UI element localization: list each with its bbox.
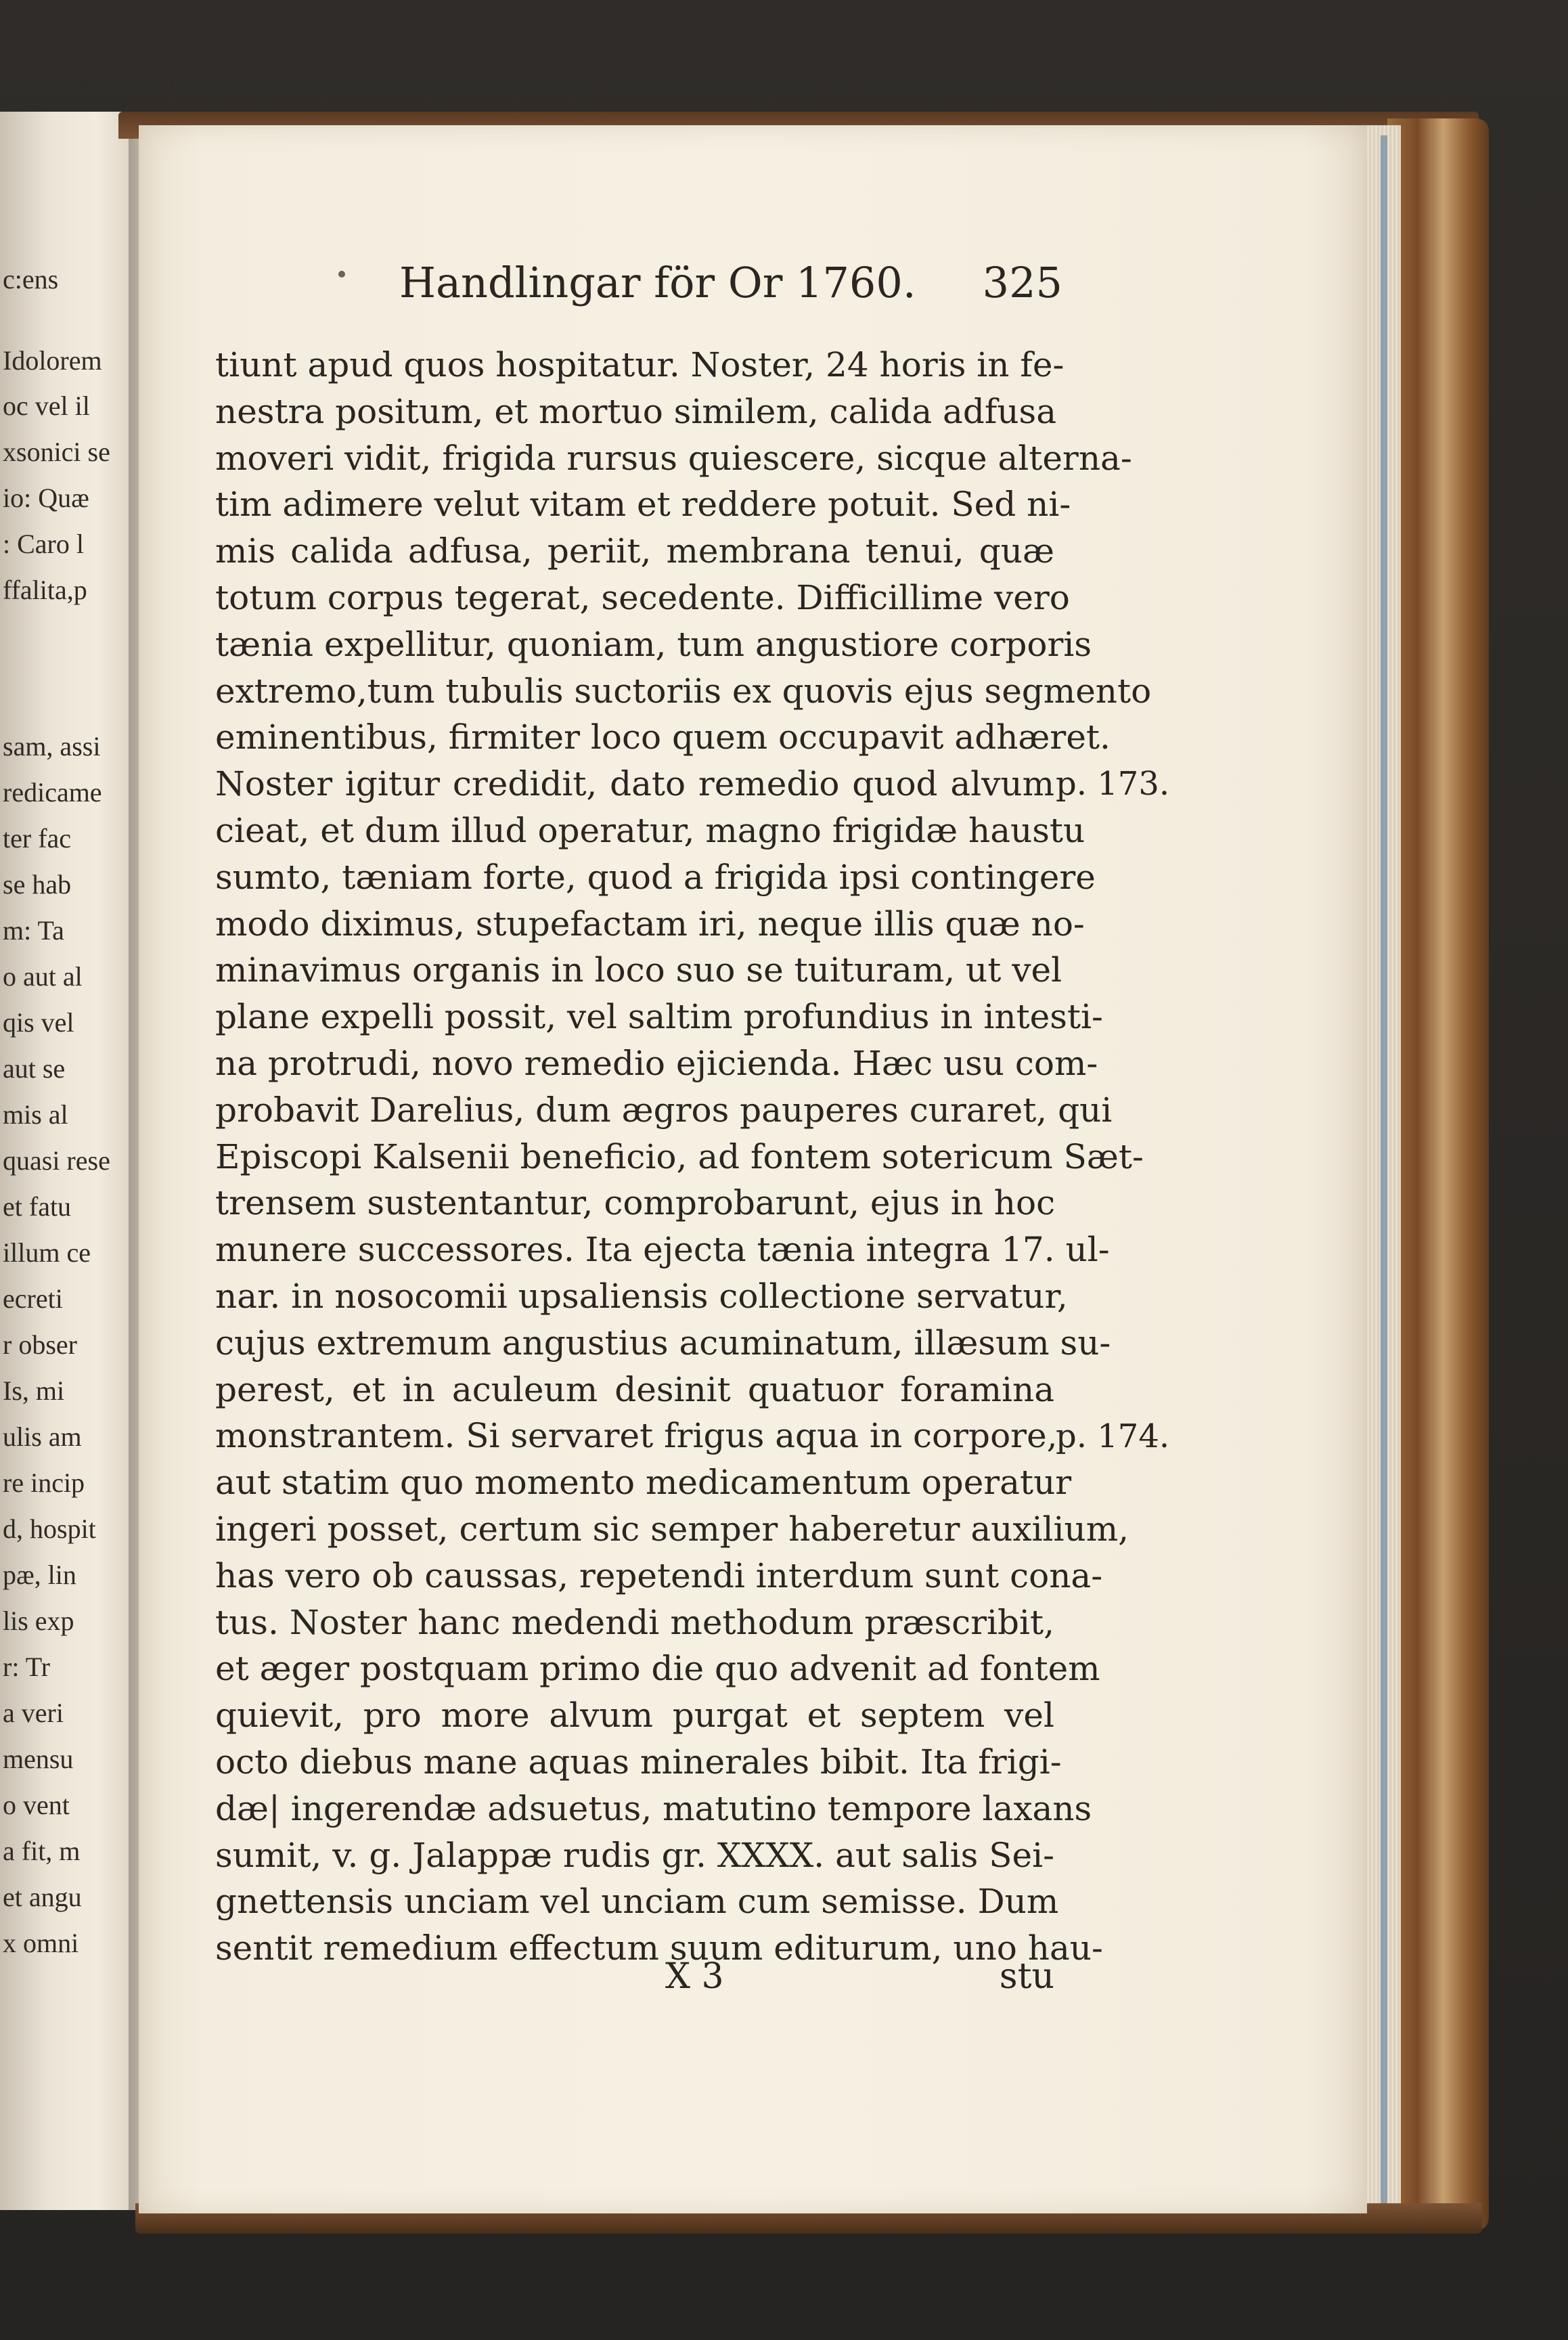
left-facing-page [0, 112, 139, 2210]
left-page-fragment: pæ, lin [3, 1560, 76, 1590]
text-line: monstrantem. Si servaret frigus aqua in corpore, [215, 1416, 1058, 1456]
text-line: minavimus organis in loco suo se tuituram, ut vel [215, 950, 1062, 990]
left-page-fragment: qis vel [3, 1007, 74, 1038]
left-page-fragment: x omni [3, 1928, 79, 1958]
left-page-fragment: quasi rese [3, 1145, 110, 1176]
text-line: Noster igitur credidit, dato remedio quod alvum [215, 764, 1054, 804]
text-line: plane expelli possit, vel saltim profundius in intesti- [215, 997, 1103, 1037]
text-line: has vero ob caussas, repetendi interdum sunt cona- [215, 1555, 1103, 1595]
text-line: octo diebus mane aquas minerales bibit. Ita frigi- [215, 1742, 1062, 1782]
left-page-fragment: mis al [3, 1099, 68, 1130]
text-line: quievit, pro more alvum purgat et septem vel [215, 1696, 1054, 1736]
left-page-fragment: et fatu [3, 1191, 72, 1222]
text-line: ingeri posset, certum sic semper haberetur auxilium, [215, 1509, 1129, 1549]
margin-note-p173: p. 173. [1056, 765, 1170, 803]
text-line: tus. Noster hanc medendi methodum præscribit, [215, 1602, 1054, 1642]
book-cover-right-edge [1387, 118, 1489, 2230]
left-page-fragment: ecreti [3, 1283, 63, 1314]
left-page-fragment: io: Quæ [3, 483, 89, 513]
left-page-fragment: xsonici se [3, 437, 110, 467]
left-page-fragment: Idolorem [3, 345, 102, 376]
text-line: perest, et in aculeum desinit quatuor foramina [215, 1369, 1054, 1409]
left-page-fragment: a veri [3, 1698, 64, 1728]
text-line: munere successores. Ita ejecta tænia integra 17. ul- [215, 1230, 1110, 1270]
text-line: mis calida adfusa, periit, membrana tenui, quæ [215, 531, 1054, 571]
left-page-fragment: c:ens [3, 264, 59, 294]
left-page-fragment: : Caro l [3, 529, 84, 559]
text-line: totum corpus tegerat, secedente. Difficillime vero [215, 577, 1070, 617]
text-line: na protrudi, novo remedio ejicienda. Hæc usu com- [215, 1043, 1098, 1083]
page-number: 325 [982, 258, 1062, 307]
left-page-fragment: sam, assi [3, 731, 101, 761]
left-page-fragment: m: Ta [3, 915, 64, 946]
catchword: stu [999, 1956, 1054, 1997]
left-page-fragment: illum ce [3, 1237, 91, 1268]
left-page-fragment: mensu [3, 1744, 74, 1774]
left-page-fragment: aut se [3, 1053, 66, 1084]
left-page-fragment: d, hospit [3, 1514, 96, 1544]
text-line: moveri vidit, frigida rursus quiescere, sicque alterna- [215, 438, 1132, 478]
text-line: et æger postquam primo die quo advenit ad fontem [215, 1649, 1100, 1689]
text-line: probavit Darelius, dum ægros pauperes curaret, qui [215, 1090, 1113, 1130]
margin-note-p174: p. 174. [1056, 1417, 1170, 1455]
text-line: gnettensis unciam vel unciam cum semisse. Dum [215, 1882, 1059, 1922]
text-line: tænia expellitur, quoniam, tum angustiore corporis [215, 624, 1092, 664]
left-page-fragment: ulis am [3, 1421, 82, 1452]
running-title: Handlingar för Or 1760. [399, 258, 916, 307]
text-line: cieat, et dum illud operatur, magno frigidæ haustu [215, 810, 1085, 850]
text-line: nar. in nosocomii upsaliensis collectione servatur, [215, 1276, 1068, 1316]
header-ink-mark [338, 271, 345, 278]
text-line: sentit remedium effectum suum editurum, uno hau- [215, 1928, 1103, 1968]
text-line: aut statim quo momento medicamentum operatur [215, 1463, 1072, 1503]
left-page-fragment: et angu [3, 1882, 82, 1912]
page-header [399, 254, 1062, 312]
text-line: sumit, v. g. Jalappæ rudis gr. XXXX. aut salis Sei- [215, 1835, 1054, 1875]
left-page-fragment: r obser [3, 1329, 77, 1360]
left-page-fragment: lis exp [3, 1606, 74, 1636]
left-page-fragment: Is, mi [3, 1375, 65, 1406]
left-page-fragment: ter fac [3, 823, 72, 854]
left-page-fragment: ffalita,p [3, 575, 87, 605]
text-line: extremo,tum tubulis suctoriis ex quovis ejus segmento [215, 671, 1152, 711]
left-page-fragment: redicame [3, 777, 102, 808]
text-line: tim adimere velut vitam et reddere potuit. Sed ni- [215, 485, 1071, 525]
text-line: nestra positum, et mortuo similem, calida adfusa [215, 391, 1057, 431]
left-page-fragment: r: Tr [3, 1652, 51, 1682]
text-line: dæ| ingerendæ adsuetus, matutino tempore laxans [215, 1788, 1092, 1828]
text-line: modo diximus, stupefactam iri, neque illis quæ no- [215, 904, 1085, 944]
text-line: cujus extremum angustius acuminatum, illæsum su- [215, 1323, 1111, 1363]
signature-mark: X 3 [665, 1956, 724, 1997]
text-line: tiunt apud quos hospitatur. Noster, 24 horis in fe- [215, 345, 1065, 384]
left-page-fragment: o aut al [3, 961, 83, 992]
left-page-fragment: o vent [3, 1790, 70, 1820]
text-line: sumto, tæniam forte, quod a frigida ipsi contingere [215, 857, 1096, 897]
text-line: eminentibus, firmiter loco quem occupavit adhæret. [215, 718, 1111, 757]
text-line: trensem sustentantur, comprobarunt, ejus in hoc [215, 1183, 1056, 1223]
text-line: Episcopi Kalsenii beneficio, ad fontem sotericum Sæt- [215, 1136, 1144, 1176]
left-page-fragment: oc vel il [3, 391, 90, 421]
left-page-fragment: a fit, m [3, 1836, 81, 1866]
left-page-fragment: se hab [3, 869, 72, 900]
left-page-fragment: re incip [3, 1467, 85, 1498]
page-edge-tint [1381, 135, 1387, 2207]
page-footer [215, 1953, 1054, 2000]
